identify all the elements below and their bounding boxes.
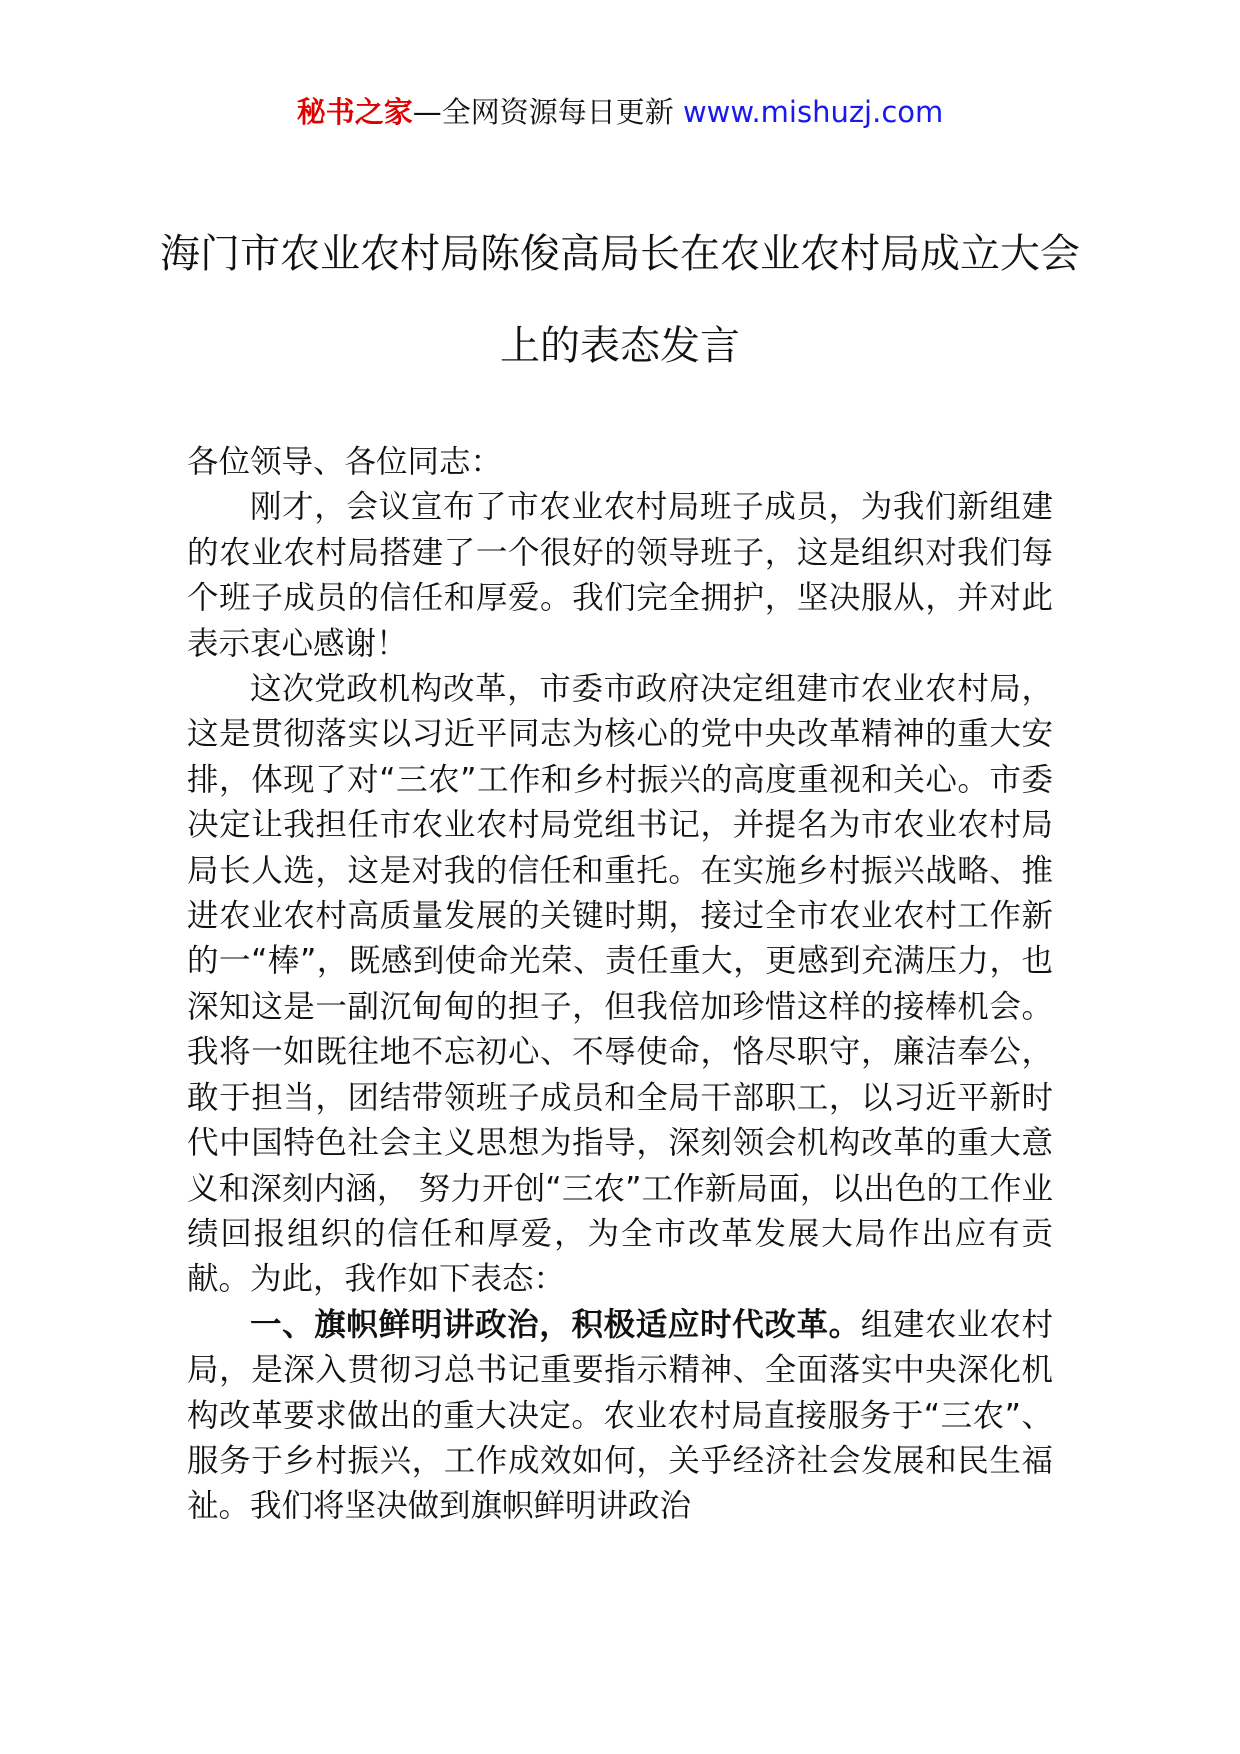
section-1-paragraph <box>187 1303 1053 1530</box>
site-url-link[interactable]: www.mishuzj.com <box>682 95 944 129</box>
site-brand: 秘书之家 <box>296 95 413 129</box>
salutation: 各位领导、各位同志： <box>187 444 503 480</box>
document-body <box>187 440 1053 1530</box>
document-title: 海门市农业农村局陈俊高局长在农业农村局成立大会上的表态发言 <box>160 231 1080 369</box>
paragraph-2: 这次党政机构改革，市委市政府决定组建市农业农村局，这是贯彻落实以习近平同志为核心的党中央改革精神的重大安排，体现了对“三农”工作和乡村振兴的高度重视和关心。市委决定让我担任市农业农村局党组书记，并提名为市农业农村局局长人选，这是对我的信任和重托。在实施乡村振兴战略、推进农业农村高质量发展的关键时期，接过全市农业农村工作新的一“棒”，既感到使命光荣、责任重大，更感到充满压力，也深知这是一副沉甸甸的担子，但我倍加珍惜这样的接棒机会。我将一如既往地不忘初心、不辱使命，恪尽职守，廉洁奉公，敢于担当，团结带领班子成员和全局干部职工，以习近平新时代中国特色社会主义思想为指导，深刻领会机构改革的重大意义和深刻内涵， 努力开创“三农”工作新局面，以出色的工作业绩回报组织的信任和厚爱，为全市改革发展大局作出应有贡献。为此，我作如下表态： <box>187 671 1053 1298</box>
section-1-text: 组建农业农村局，是深入贯彻习总书记重要指示精神、全面落实中央深化机构改革要求做出的重大决定。农业农村局直接服务于“三农”、服务于乡村振兴，工作成效如何，关乎经济社会发展和民生福祉。我们将坚决做到旗帜鲜明讲政治 <box>187 1306 1053 1525</box>
site-header <box>0 92 1240 132</box>
site-slogan: —全网资源每日更新 <box>412 95 683 129</box>
section-1-heading: 一、旗帜鲜明讲政治，积极适应时代改革。 <box>250 1306 861 1343</box>
paragraph-1: 刚才，会议宣布了市农业农村局班子成员，为我们新组建的农业农村局搭建了一个很好的领导班子，这是组织对我们每个班子成员的信任和厚爱。我们完全拥护，坚决服从，并对此表示衷心感谢！ <box>187 489 1053 662</box>
